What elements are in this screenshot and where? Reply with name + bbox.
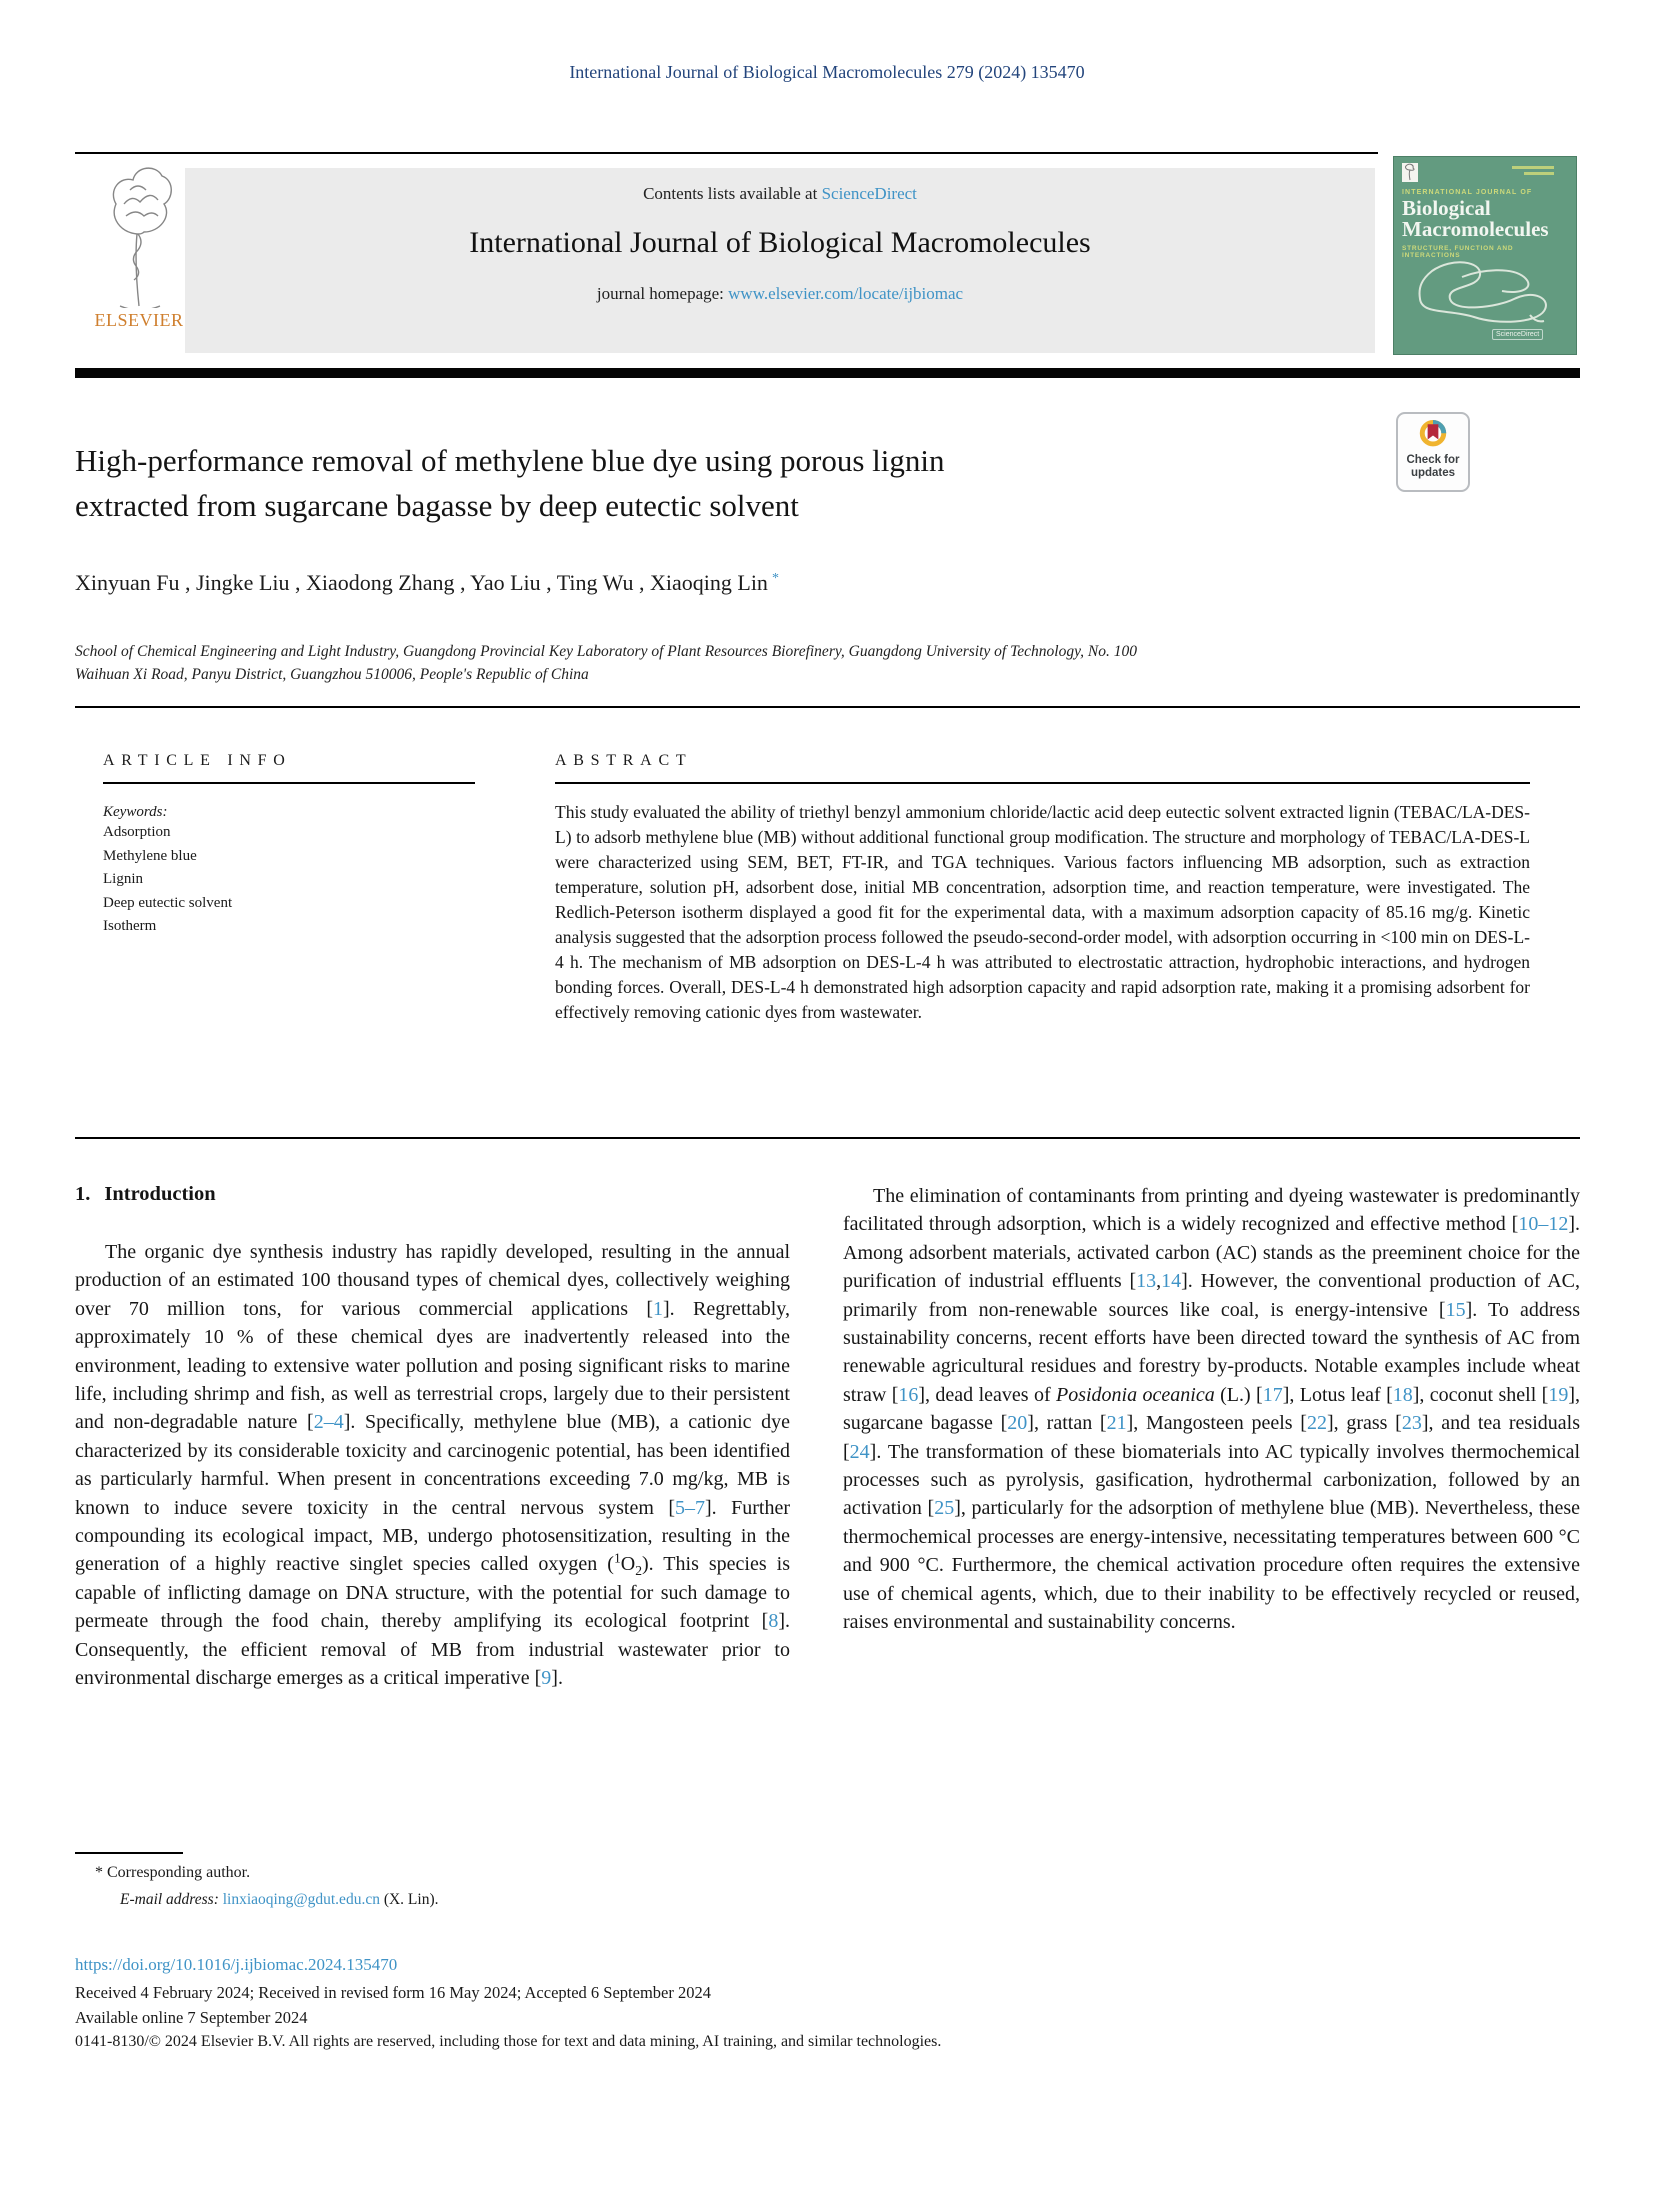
text-segment: ]. Further compounding its ecological impact, MB, undergo photosensitization, resulting in the generation of a highly reactive singlet species called oxygen ( <box>75 1496 790 1576</box>
keyword-item: Methylene blue <box>103 847 197 864</box>
affiliation-line2: Waihuan Xi Road, Panyu District, Guangzhou 510006, People's Republic of China <box>75 666 589 683</box>
article-title-line1: High-performance removal of methylene blue dye using porous lignin <box>75 443 945 478</box>
text-segment: , <box>1156 1270 1162 1293</box>
abstract-text: This study evaluated the ability of triethyl benzyl ammonium chloride/lactic acid deep eutectic solvent extracted lignin (TEBAC/LA-DES-L) to adsorb methylene blue (MB) without additional functional group modification. The structure and morphology of TEBAC/LA-DES-L were characterized using SEM, BET, FT-IR, and TGA techniques. Various factors influencing MB adsorption, such as extraction temperature, solution pH, adsorbent dose, initial MB concentration, adsorption time, and reaction temperature, were investigated. The Redlich-Peterson isotherm displayed a good fit for the experimental data, with a maximum adsorption capacity of 85.16 mg/g. Kinetic analysis suggested that the adsorption process followed the pseudo-second-order model, with adsorption occurring in <100 min on DES-L-4 h. The mechanism of MB adsorption on DES-L-4 h was attributed to electrostatic attraction, hydrophobic interactions, and hydrogen bonding forces. Overall, DES-L-4 h demonstrated high adsorption capacity and rapid adsorption rate, making it a promising adsorbent for effectively removing cationic dyes from wastewater. <box>555 802 1530 1022</box>
citation-link[interactable]: 14 <box>1161 1270 1182 1293</box>
text-segment: ]. Regrettably, approximately 10 % of these chemical dyes are inadvertently released into the environment, leading to extensive water pollution and posing significant risks to marine life, including shrimp and fish, as well as terrestrial crops, largely due to their persistent and non-degradable nature [ <box>75 1297 790 1434</box>
introduction-heading-number: 1. <box>75 1183 91 1205</box>
footnote-email-line <box>120 1891 439 1909</box>
intro-right-paragraph <box>843 1182 1580 1637</box>
available-online-line: Available online 7 September 2024 <box>75 2008 308 2027</box>
update-badge-icon <box>1398 418 1468 452</box>
homepage-line <box>185 284 1375 304</box>
abstract-section <box>555 752 1530 1025</box>
received-history-line: Received 4 February 2024; Received in revised form 16 May 2024; Accepted 6 September 2024 <box>75 1983 711 2002</box>
footnote-marker: * <box>95 1864 103 1881</box>
cover-molecule-art <box>1402 255 1570 334</box>
text-segment: 1 <box>613 1550 621 1566</box>
text-segment: Posidonia oceanica <box>1056 1383 1215 1406</box>
text-segment: (L.) [ <box>1214 1383 1263 1406</box>
cover-title-line2: Macromolecules <box>1402 217 1549 241</box>
text-segment: ], Mangosteen peels [ <box>1126 1412 1307 1435</box>
corresponding-author-star[interactable]: * <box>771 570 779 586</box>
cover-issn-bar <box>1512 166 1554 169</box>
text-segment: The elimination of contaminants from printing and dyeing wastewater is predominantly facilitated through adsorption, which is a widely recognized and effective method [ <box>843 1185 1580 1236</box>
citation-link[interactable]: 15 <box>1445 1298 1466 1321</box>
article-info-heading: ARTICLE INFO <box>103 752 292 769</box>
citation-link[interactable]: 24 <box>849 1440 870 1463</box>
journal-reference: International Journal of Biological Macromolecules 279 (2024) 135470 <box>569 62 1085 82</box>
affiliation <box>75 640 1375 686</box>
elsevier-tree-icon <box>84 160 194 308</box>
keyword-item: Deep eutectic solvent <box>103 894 233 911</box>
text-segment: ], dead leaves of <box>918 1383 1056 1406</box>
masthead-box <box>185 168 1375 353</box>
elsevier-wordmark: ELSEVIER <box>94 310 184 330</box>
citation-link[interactable]: 18 <box>1392 1383 1413 1406</box>
introduction-heading <box>75 1183 216 1206</box>
cover-series-line: INTERNATIONAL JOURNAL OF <box>1402 189 1533 196</box>
text-segment: O <box>620 1553 636 1576</box>
intro-left-paragraph <box>75 1238 790 1693</box>
email-link[interactable]: linxiaoqing@gdut.edu.cn <box>222 1891 380 1908</box>
cover-title-line1: Biological <box>1402 196 1491 220</box>
email-suffix: (X. Lin). <box>379 1891 439 1908</box>
update-badge-label-line2: updates <box>1410 467 1456 479</box>
cover-sciencedirect-tag: ScienceDirect <box>1492 329 1543 340</box>
masthead-journal-title: International Journal of Biological Macromolecules <box>469 226 1091 259</box>
text-segment: ]. Specifically, methylene blue (MB), a cationic dye characterized by its considerable toxicity and carcinogenic potential, has been identified as particularly harmful. When present in concentrations exceeding 7.0 mg/kg, MB is known to induce severe toxicity in the central nervous system [ <box>75 1411 790 1519</box>
keyword-item: Lignin <box>103 871 143 887</box>
elsevier-logo <box>84 160 194 331</box>
email-label: E-mail address: <box>120 1891 219 1908</box>
citation-link[interactable]: 17 <box>1262 1383 1283 1406</box>
sciencedirect-link[interactable]: ScienceDirect <box>821 184 917 203</box>
keywords-label: Keywords: <box>103 804 168 820</box>
homepage-link[interactable]: www.elsevier.com/locate/ijbiomac <box>728 284 964 303</box>
abstract-heading: ABSTRACT <box>555 752 693 769</box>
text-segment: ], rattan [ <box>1027 1412 1107 1435</box>
citation-link[interactable]: 1 <box>653 1297 664 1320</box>
article-info-section <box>103 752 475 939</box>
citation-link[interactable]: 21 <box>1106 1412 1127 1435</box>
masthead-bottom-bar <box>75 368 1580 378</box>
homepage-prefix: journal homepage: <box>596 284 729 303</box>
text-segment: ]. The transformation of these biomaterials into AC typically involves thermochemical processes such as pyrolysis, gasification, hydrothermal carbonization, followed by an activation [ <box>843 1440 1580 1520</box>
citation-link[interactable]: 10–12 <box>1518 1213 1569 1236</box>
text-segment: ], Lotus leaf [ <box>1282 1383 1393 1406</box>
contents-prefix: Contents lists available at <box>643 184 822 203</box>
author-names: Xinyuan Fu , Jingke Liu , Xiaodong Zhang , Yao Liu , Ting Wu , Xiaoqing Lin <box>75 570 768 595</box>
text-segment: ]. To address sustainability concerns, recent efforts have been directed toward the synthesis of AC from renewable agricultural residues and forestry by-products. Notable examples include wheat straw [ <box>843 1298 1580 1406</box>
footnote-corresponding <box>95 1864 250 1882</box>
citation-link[interactable]: 19 <box>1548 1383 1569 1406</box>
text-segment: ], and tea residuals [ <box>843 1412 1580 1463</box>
intro-right-column <box>843 1182 1580 1637</box>
article-title-line2: extracted from sugarcane bagasse by deep eutectic solvent <box>75 488 799 523</box>
intro-left-column <box>75 1238 790 1693</box>
article-info-rule <box>103 782 475 784</box>
check-for-updates-badge[interactable] <box>1396 412 1470 492</box>
text-segment: The organic dye synthesis industry has rapidly developed, resulting in the annual production of an estimated 100 thousand types of chemical dyes, collectively weighing over 70 million tons, for various commercial applications [ <box>75 1241 790 1320</box>
affiliation-line1: School of Chemical Engineering and Light Industry, Guangdong Provincial Key Laboratory of Plant Resources Biorefinery, Guangdong University of Technology, No. 100 <box>75 643 1137 660</box>
keyword-item: Isotherm <box>103 918 157 934</box>
citation-link[interactable]: 8 <box>768 1610 779 1633</box>
abstract-rule <box>555 782 1530 784</box>
text-segment: ], particularly for the adsorption of methylene blue (MB). Nevertheless, these thermochemical processes are energy-intensive, necessitating temperatures between 600 °C and 900 °C. Furthermore, the chemical activation procedure often requires the extensive use of chemical agents, which, due to their inability to be effectively recycled or reused, raises environmental and sustainability concerns. <box>843 1497 1580 1634</box>
introduction-heading-text: Introduction <box>104 1183 216 1205</box>
citation-link[interactable]: 9 <box>541 1667 552 1690</box>
citation-link[interactable]: 2–4 <box>313 1411 344 1434</box>
citation-link[interactable]: 5–7 <box>675 1496 705 1519</box>
header-rule <box>75 152 1378 154</box>
cover-elsevier-mini-icon <box>1402 163 1418 182</box>
authors-line <box>75 570 1375 596</box>
text-segment: ]. Among adsorbent materials, activated carbon (AC) stands as the preeminent choice for the purification of industrial effluents [ <box>843 1213 1580 1293</box>
journal-cover-image <box>1393 156 1577 355</box>
footnote-text: Corresponding author. <box>103 1864 251 1881</box>
header-section-divider <box>75 706 1580 708</box>
text-segment: ]. <box>551 1667 563 1690</box>
text-segment: ], sugarcane bagasse [ <box>843 1383 1580 1435</box>
text-segment: 2 <box>635 1563 642 1579</box>
citation-link[interactable]: 25 <box>934 1497 955 1520</box>
doi-link[interactable]: https://doi.org/10.1016/j.ijbiomac.2024.135470 <box>75 1955 398 1974</box>
citation-link[interactable]: 20 <box>1007 1412 1028 1435</box>
footnote-rule <box>75 1852 183 1854</box>
update-badge-label-line1: Check for <box>1406 454 1460 466</box>
text-segment: ). This species is capable of inflicting damage on DNA structure, with the potential for such damage to permeate through the food chain, thereby amplifying its ecological footprint [ <box>75 1553 791 1633</box>
citation-link[interactable]: 23 <box>1401 1412 1422 1435</box>
text-segment: ]. Consequently, the efficient removal of MB from industrial wastewater prior to environmental discharge emerges as a critical imperative [ <box>75 1610 790 1690</box>
contents-line <box>185 184 1375 204</box>
citation-link[interactable]: 16 <box>898 1383 919 1406</box>
cover-subtitle-line: STRUCTURE, FUNCTION AND INTERACTIONS <box>1402 245 1514 259</box>
keyword-item: Adsorption <box>103 824 171 840</box>
citation-link[interactable]: 13 <box>1136 1270 1157 1293</box>
article-title <box>75 438 1315 528</box>
copyright-line: 0141-8130/© 2024 Elsevier B.V. All rights are reserved, including those for text and data mining, AI training, and similar technologies. <box>75 2033 942 2050</box>
citation-link[interactable]: 22 <box>1306 1412 1327 1435</box>
text-segment: ], coconut shell [ <box>1412 1383 1549 1406</box>
cover-issn-bar <box>1524 172 1554 175</box>
text-segment: ], grass [ <box>1326 1412 1402 1435</box>
text-segment: ]. However, the conventional production of AC, primarily from non-renewable sources like coal, is energy-intensive [ <box>843 1270 1580 1321</box>
abstract-bottom-divider <box>75 1137 1580 1139</box>
